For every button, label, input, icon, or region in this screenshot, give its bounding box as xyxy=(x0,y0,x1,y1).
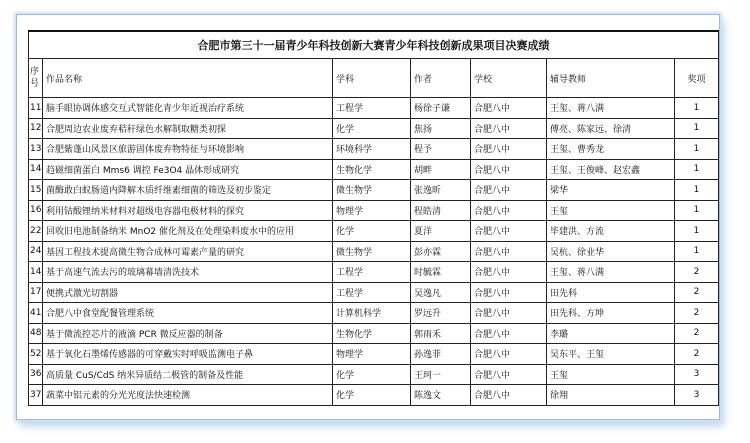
cell-project-name: 脑手眼协调体感交互式智能化青少年近视治疗系统 xyxy=(43,98,333,119)
table-row xyxy=(29,98,719,119)
cell-advisor: 梁华 xyxy=(547,180,675,201)
cell-award: 1 xyxy=(675,159,719,180)
cell-seq: 14 xyxy=(29,159,43,180)
cell-author: 王珂一 xyxy=(411,364,471,385)
cell-project-name: 基于高速气流去污的玻璃幕墙清洗技术 xyxy=(43,262,333,283)
table-row xyxy=(29,221,719,242)
cell-seq: 52 xyxy=(29,344,43,365)
cell-subject: 计算机科学 xyxy=(333,303,411,324)
cell-advisor: 吴东平、王玺 xyxy=(547,344,675,365)
cell-award: 2 xyxy=(675,282,719,303)
table-row xyxy=(29,323,719,344)
cell-subject: 物理学 xyxy=(333,344,411,365)
cell-advisor: 徐翔 xyxy=(547,385,675,406)
cell-advisor: 毕建洪、方流 xyxy=(547,221,675,242)
cell-advisor: 王玺、王俊峰、赵宏鑫 xyxy=(547,159,675,180)
table-row xyxy=(29,303,719,324)
cell-author: 程予 xyxy=(411,139,471,160)
table-row xyxy=(29,385,719,406)
table-title: 合肥市第三十一届青少年科技创新大赛青少年科技创新成果项目决赛成绩 xyxy=(29,31,719,59)
table-row xyxy=(29,241,719,262)
cell-subject: 生物化学 xyxy=(333,159,411,180)
cell-school: 合肥八中 xyxy=(471,221,547,242)
cell-author: 胡畔 xyxy=(411,159,471,180)
cell-project-name: 合肥紫蓬山风景区旅游固体废弃物特征与环境影响 xyxy=(43,139,333,160)
cell-subject: 化学 xyxy=(333,221,411,242)
cell-subject: 微生物学 xyxy=(333,241,411,262)
cell-advisor: 吴杭、徐业华 xyxy=(547,241,675,262)
cell-author: 罗远升 xyxy=(411,303,471,324)
cell-seq: 14 xyxy=(29,262,43,283)
cell-seq: 24 xyxy=(29,241,43,262)
cell-advisor: 田先科 xyxy=(547,282,675,303)
cell-project-name: 回收旧电池制备纳米 MnO2 催化剂及在处理染料废水中的应用 xyxy=(43,221,333,242)
cell-project-name: 蔬菜中铝元素的分光光度法快速检测 xyxy=(43,385,333,406)
cell-award: 2 xyxy=(675,303,719,324)
cell-school: 合肥八中 xyxy=(471,364,547,385)
cell-seq: 11 xyxy=(29,98,43,119)
cell-author: 夏洋 xyxy=(411,221,471,242)
cell-school: 合肥八中 xyxy=(471,118,547,139)
cell-subject: 工程学 xyxy=(333,282,411,303)
cell-author: 程皓清 xyxy=(411,200,471,221)
cell-author: 杨徐子谦 xyxy=(411,98,471,119)
cell-subject: 生物化学 xyxy=(333,323,411,344)
cell-award: 1 xyxy=(675,139,719,160)
header-school: 学校 xyxy=(471,59,547,98)
cell-award: 1 xyxy=(675,98,719,119)
cell-project-name: 高质量 CuS/CdS 纳米异质结二极管的制备及性能 xyxy=(43,364,333,385)
cell-seq: 17 xyxy=(29,282,43,303)
header-name: 作品名称 xyxy=(43,59,333,98)
cell-seq: 41 xyxy=(29,303,43,324)
cell-award: 2 xyxy=(675,262,719,283)
cell-school: 合肥八中 xyxy=(471,385,547,406)
cell-seq: 36 xyxy=(29,364,43,385)
cell-project-name: 利用钴酸锂纳米材料对超级电容器电极材料的探究 xyxy=(43,200,333,221)
cell-award: 1 xyxy=(675,221,719,242)
cell-author: 时毓霖 xyxy=(411,262,471,283)
cell-project-name: 便携式激光切割器 xyxy=(43,282,333,303)
cell-school: 合肥八中 xyxy=(471,139,547,160)
table-row xyxy=(29,200,719,221)
header-award: 奖项 xyxy=(675,59,719,98)
cell-school: 合肥八中 xyxy=(471,98,547,119)
cell-advisor: 傅亮、陈家远、徐清 xyxy=(547,118,675,139)
cell-project-name: 基于氧化石墨烯传感器的可穿戴实时呼吸监测电子鼻 xyxy=(43,344,333,365)
cell-project-name: 基因工程技术提高微生物合成林可霉素产量的研究 xyxy=(43,241,333,262)
cell-award: 2 xyxy=(675,323,719,344)
cell-advisor: 王玺、蒋八满 xyxy=(547,98,675,119)
cell-seq: 37 xyxy=(29,385,43,406)
header-advisor: 辅导教师 xyxy=(547,59,675,98)
table-row xyxy=(29,118,719,139)
cell-author: 陈逸文 xyxy=(411,385,471,406)
table-row xyxy=(29,139,719,160)
cell-award: 3 xyxy=(675,385,719,406)
cell-author: 焦扬 xyxy=(411,118,471,139)
cell-project-name: 趋磁细菌蛋白 Mms6 调控 Fe3O4 晶体形成研究 xyxy=(43,159,333,180)
cell-advisor: 王玺、蒋八满 xyxy=(547,262,675,283)
table-row xyxy=(29,344,719,365)
results-table xyxy=(28,30,719,406)
cell-school: 合肥八中 xyxy=(471,180,547,201)
cell-school: 合肥八中 xyxy=(471,159,547,180)
table-row xyxy=(29,282,719,303)
cell-school: 合肥八中 xyxy=(471,282,547,303)
cell-seq: 22 xyxy=(29,221,43,242)
cell-award: 1 xyxy=(675,200,719,221)
cell-author: 郭雨禾 xyxy=(411,323,471,344)
cell-award: 1 xyxy=(675,180,719,201)
cell-author: 张逸昕 xyxy=(411,180,471,201)
cell-advisor: 王玺 xyxy=(547,200,675,221)
cell-subject: 工程学 xyxy=(333,262,411,283)
cell-project-name: 菌酶敢白蚁肠道内降解木质纤维素细菌的筛选及初步鉴定 xyxy=(43,180,333,201)
cell-award: 3 xyxy=(675,364,719,385)
cell-school: 合肥八中 xyxy=(471,200,547,221)
header-row xyxy=(29,59,719,98)
cell-subject: 工程学 xyxy=(333,98,411,119)
header-author: 作者 xyxy=(411,59,471,98)
header-subject: 学科 xyxy=(333,59,411,98)
table-row xyxy=(29,180,719,201)
cell-advisor: 王玺 xyxy=(547,364,675,385)
cell-subject: 环境科学 xyxy=(333,139,411,160)
header-seq: 序号 xyxy=(29,59,43,98)
cell-award: 2 xyxy=(675,344,719,365)
table-row xyxy=(29,262,719,283)
cell-seq: 15 xyxy=(29,180,43,201)
cell-award: 1 xyxy=(675,241,719,262)
cell-author: 孙逸菲 xyxy=(411,344,471,365)
cell-school: 合肥八中 xyxy=(471,344,547,365)
cell-school: 合肥八中 xyxy=(471,323,547,344)
cell-advisor: 王玺、曹秀龙 xyxy=(547,139,675,160)
cell-seq: 16 xyxy=(29,200,43,221)
cell-subject: 物理学 xyxy=(333,200,411,221)
cell-project-name: 基于微流控芯片的液滴 PCR 微反应器的制备 xyxy=(43,323,333,344)
cell-subject: 化学 xyxy=(333,385,411,406)
cell-school: 合肥八中 xyxy=(471,262,547,283)
table-row xyxy=(29,364,719,385)
cell-subject: 微生物学 xyxy=(333,180,411,201)
cell-advisor: 田先科、方坤 xyxy=(547,303,675,324)
cell-author: 彭亦霖 xyxy=(411,241,471,262)
cell-seq: 48 xyxy=(29,323,43,344)
cell-school: 合肥八中 xyxy=(471,303,547,324)
cell-project-name: 合肥八中食堂配餐管理系统 xyxy=(43,303,333,324)
table-row xyxy=(29,159,719,180)
cell-advisor: 李璐 xyxy=(547,323,675,344)
cell-school: 合肥八中 xyxy=(471,241,547,262)
cell-author: 吴逸凡 xyxy=(411,282,471,303)
cell-subject: 化学 xyxy=(333,118,411,139)
cell-seq: 13 xyxy=(29,139,43,160)
cell-subject: 化学 xyxy=(333,364,411,385)
cell-award: 1 xyxy=(675,118,719,139)
cell-seq: 12 xyxy=(29,118,43,139)
cell-project-name: 合肥周边农业废弃秸秆绿色水解制取糖类初探 xyxy=(43,118,333,139)
